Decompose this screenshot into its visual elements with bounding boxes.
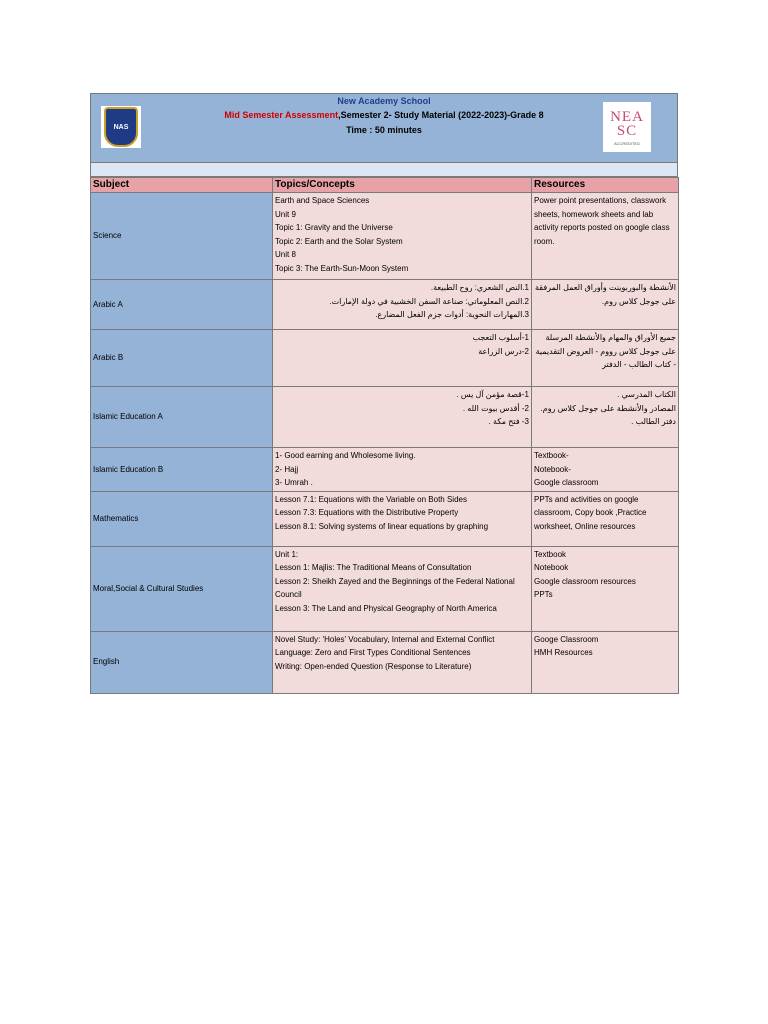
topic-line: 1-قصة مؤمن آل يس . [456, 390, 529, 399]
topic-line: Writing: Open-ended Question (Response to Literature) [275, 661, 472, 671]
topic-line: Topic 3: The Earth-Sun-Moon System [275, 263, 409, 273]
topic-line: 1.النص الشعري: روح الطبيعة. [430, 283, 529, 292]
assessment-time: Time : 50 minutes [346, 125, 422, 135]
column-header-subject: Subject [91, 178, 273, 193]
subject-cell: Islamic Education A [91, 387, 273, 448]
table-row [91, 491, 679, 546]
resources-cell [532, 330, 679, 387]
topic-line: 2.النص المعلوماتي: صناعة السفن الخشبية في دولة الإمارات. [329, 296, 529, 306]
resource-line: الكتاب المدرسي . [617, 390, 676, 399]
subject-cell: Moral,Social & Cultural Studies [91, 546, 273, 631]
resource-line: Google classroom resources [534, 576, 636, 586]
topics-cell [273, 546, 532, 631]
assessment-title-rest: ,Semester 2- Study Material (2022-2023)-Grade 8 [338, 110, 544, 120]
resource-line: Textbook [534, 549, 567, 559]
school-name: New Academy School [337, 96, 431, 106]
topics-cell [273, 631, 532, 693]
resource-line: HMH Resources [534, 648, 593, 657]
table-row [91, 546, 679, 631]
table-header-row [91, 178, 679, 193]
topic-line: Language: Zero and First Types Conditional Sentences [275, 648, 471, 657]
topic-line: 3.المهارات النحوية: أدوات جزم الفعل المضارع. [375, 310, 529, 319]
topic-line: 2- Hajj [275, 464, 299, 474]
table-row [91, 330, 679, 387]
subject-cell: Science [91, 193, 273, 280]
table-row [91, 448, 679, 492]
resource-line: الأنشطة والبوربوينت وأوراق العمل المرفقة على جوجل كلاس روم. [535, 283, 676, 306]
topic-line: 2- أقدس بيوت الله . [462, 403, 529, 413]
accreditation-logo-right [603, 102, 651, 152]
subject-cell: Islamic Education B [91, 448, 273, 492]
resource-line: Googe Classroom [534, 634, 599, 644]
accreditation-logo-text: NEA SC [610, 109, 644, 139]
accreditation-logo-sub: ACCREDITED [613, 141, 640, 146]
table-row [91, 193, 679, 280]
logo-left-text: NAS [113, 123, 129, 131]
column-header-topics: Topics/Concepts [273, 178, 532, 193]
table-row [91, 280, 679, 330]
subject-cell: Arabic B [91, 330, 273, 387]
study-material-sheet [90, 93, 678, 694]
topic-line: Topic 1: Gravity and the Universe [275, 223, 393, 232]
subject-cell: English [91, 631, 273, 693]
topic-line: 3- Umrah . [275, 478, 313, 487]
assessment-title-red: Mid Semester Assessment [224, 110, 339, 120]
resources-cell [532, 546, 679, 631]
resource-line: Power point presentations, classwork sheets, homework sheets and lab activity reports posted on google class room. [534, 196, 670, 246]
topic-line: Lesson 2: Sheikh Zayed and the Beginnings of the Federal National Council [275, 576, 515, 599]
topics-cell [273, 448, 532, 492]
subject-cell: Arabic A [91, 280, 273, 330]
resource-line: Notebook [534, 563, 569, 572]
topic-line: Lesson 7.1: Equations with the Variable on Both Sides [275, 494, 467, 504]
topics-cell [273, 280, 532, 330]
table-body [91, 193, 679, 694]
resource-line: المصادر والأنشطة على جوجل كلاس روم. [540, 403, 676, 413]
column-header-resources: Resources [532, 178, 679, 193]
resources-cell [532, 280, 679, 330]
topic-line: Unit 1: [275, 549, 299, 559]
topics-cell [273, 491, 532, 546]
topic-line: 1-أسلوب التعجب [472, 333, 529, 342]
topic-line: Earth and Space Sciences [275, 196, 370, 205]
resource-line: PPTs and activities on google classroom, Copy book ,Practice worksheet, Online resources [534, 494, 647, 531]
header-spacer [90, 163, 678, 177]
resource-line: دفتر الطالب . [631, 417, 676, 426]
assessment-title [91, 110, 677, 120]
topics-cell [273, 193, 532, 280]
resources-cell [532, 491, 679, 546]
resources-cell [532, 387, 679, 448]
resource-line: Google classroom [534, 478, 599, 487]
topics-cell [273, 330, 532, 387]
resource-line: Notebook- [534, 464, 571, 474]
resources-cell [532, 193, 679, 280]
resources-cell [532, 631, 679, 693]
topic-line: Novel Study: 'Holes' Vocabulary, Internal and External Conflict [275, 634, 495, 644]
topic-line: Unit 8 [275, 250, 296, 259]
topic-line: Topic 2: Earth and the Solar System [275, 236, 403, 246]
resource-line: Textbook- [534, 451, 569, 460]
topic-line: Lesson 1: Majlis: The Traditional Means of Consultation [275, 563, 472, 572]
topic-line: Lesson 3: The Land and Physical Geography of North America [275, 603, 497, 613]
table-row [91, 631, 679, 693]
topic-line: 3- فتح مكة . [488, 417, 529, 426]
subject-cell: Mathematics [91, 491, 273, 546]
resource-line: PPTs [534, 590, 553, 599]
topic-line: Lesson 7.3: Equations with the Distributive Property [275, 508, 459, 517]
topic-line: 1- Good earning and Wholesome living. [275, 451, 416, 460]
topic-line: Lesson 8.1: Solving systems of linear equations by graphing [275, 521, 489, 531]
sheet-header [90, 93, 678, 163]
topics-cell [273, 387, 532, 448]
topic-line: Unit 9 [275, 209, 296, 219]
resource-line: جميع الأوراق والمهام والأنشطة المرسلة على جوجل كلاس رووم - العروض التقديمية - كتاب الطالب - الدفتر [535, 333, 676, 369]
table-row [91, 387, 679, 448]
topic-line: 2-درس الزراعة [478, 346, 529, 356]
study-material-table [90, 177, 679, 694]
resources-cell [532, 448, 679, 492]
